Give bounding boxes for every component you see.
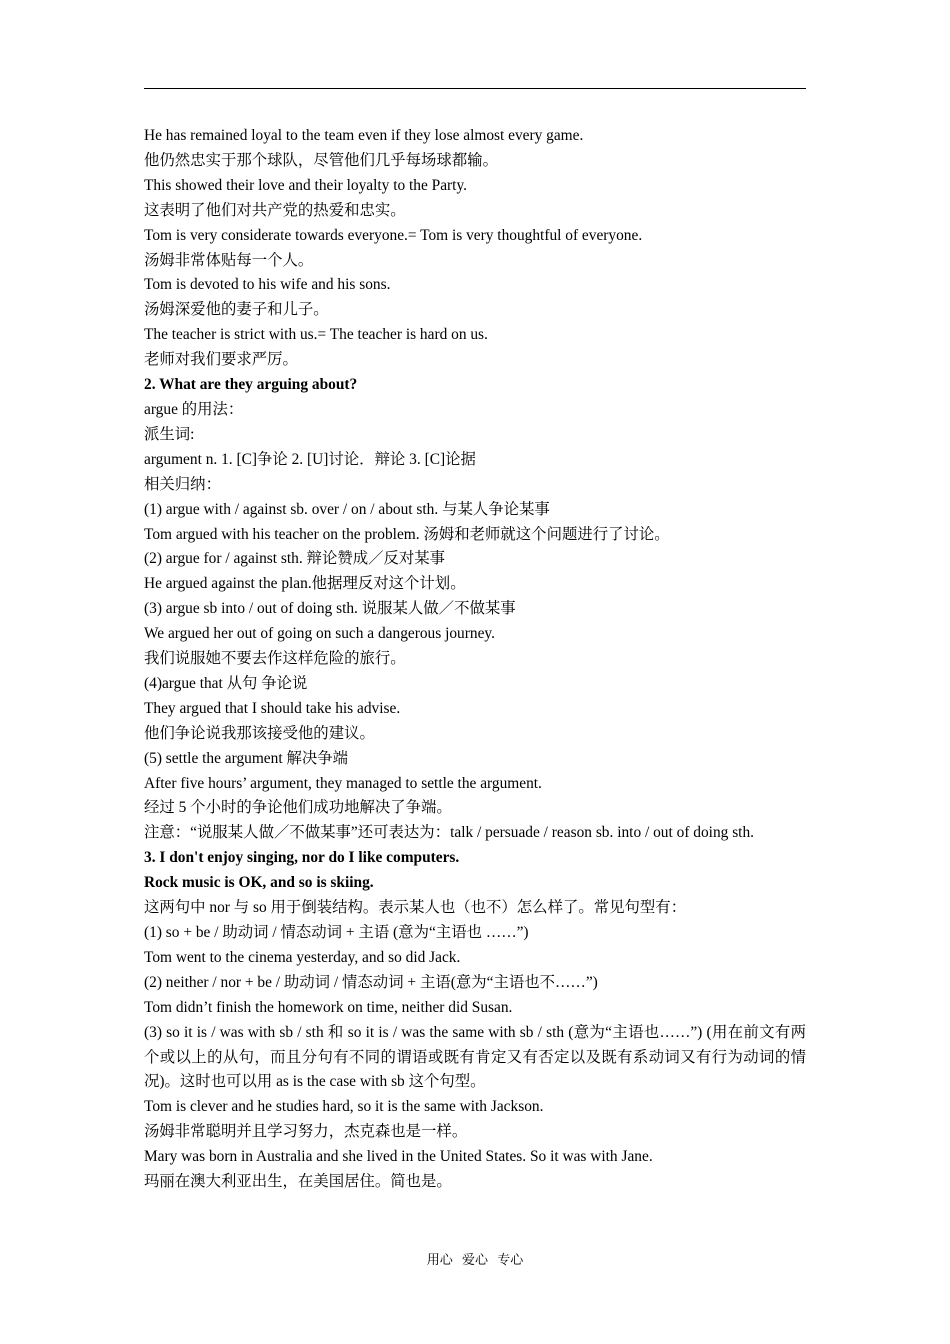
text-line: 这两句中 nor 与 so 用于倒装结构。表示某人也（也不）怎么样了。常见句型有： bbox=[144, 899, 687, 917]
text-line: He has remained loyal to the team even if they lose almost every game. bbox=[144, 127, 584, 144]
text-line: 注意：“说服某人做／不做某事”还可表达为：talk / persuade / reason sb. into / out of doing sth. bbox=[144, 824, 755, 842]
text-line: argument n. 1. [C]争论 2. [U]讨论．辩论 3. [C]论据 bbox=[144, 450, 476, 468]
text-line: Tom went to the cinema yesterday, and so did Jack. bbox=[144, 948, 461, 966]
text-line: 玛丽在澳大利亚出生，在美国居住。简也是。 bbox=[144, 1173, 452, 1191]
text-line: 经过 5 个小时的争论他们成功地解决了争端。 bbox=[144, 799, 452, 817]
section-heading: 2. What are they arguing about? bbox=[144, 376, 358, 394]
text-line: (2) neither / nor + be / 助动词 / 情态动词 + 主语(意为“主语也不……”) bbox=[144, 973, 598, 991]
text-line: 他仍然忠实于那个球队，尽管他们几乎每场球都输。 bbox=[144, 151, 498, 169]
header-rule bbox=[144, 88, 806, 89]
text-line: This showed their love and their loyalty to the Party. bbox=[144, 176, 467, 194]
text-line: 这表明了他们对共产党的热爱和忠实。 bbox=[144, 201, 406, 219]
text-line: He argued against the plan.他据理反对这个计划。 bbox=[144, 575, 466, 593]
section-heading: 3. I don't enjoy singing, nor do I like computers. bbox=[144, 849, 460, 867]
text-line: 汤姆深爱他的妻子和儿子。 bbox=[144, 301, 329, 319]
text-line: (3) so it is / was with sb / sth 和 so it is / was the same with sb / sth (意为“主语也……”) (用在前文有两个或以上的从句，而且分句有不同的谓语或既有肯定又有否定以及既有系动词又有行为动词的情况)。这时也可以用 as is the case with sb 这个句型。 bbox=[144, 1023, 806, 1091]
text-line: (4)argue that 从句 争论说 bbox=[144, 674, 308, 692]
text-line: argue 的用法： bbox=[144, 400, 244, 418]
text-line: (1) so + be / 助动词 / 情态动词 + 主语 (意为“主语也 ……”) bbox=[144, 924, 529, 941]
text-line: 他们争论说我那该接受他的建议。 bbox=[144, 724, 375, 742]
text-line: Tom is clever and he studies hard, so it is the same with Jackson. bbox=[144, 1098, 544, 1116]
text-line: The teacher is strict with us.= The teacher is hard on us. bbox=[144, 326, 488, 344]
page-footer: 用心 爱心 专心 bbox=[426, 1252, 524, 1267]
text-line: Tom argued with his teacher on the problem. 汤姆和老师就这个问题进行了讨论。 bbox=[144, 525, 670, 543]
text-line: Tom is very considerate towards everyone.= Tom is very thoughtful of everyone. bbox=[144, 226, 643, 244]
text-line: 汤姆非常体贴每一个人。 bbox=[144, 251, 314, 269]
text-line: (3) argue sb into / out of doing sth. 说服某人做／不做某事 bbox=[144, 600, 516, 618]
text-line: 老师对我们要求严厉。 bbox=[144, 351, 298, 369]
document-body bbox=[144, 124, 806, 1195]
text-line: 我们说服她不要去作这样危险的旅行。 bbox=[144, 650, 406, 668]
text-line: Tom is devoted to his wife and his sons. bbox=[144, 276, 391, 294]
section-heading: Rock music is OK, and so is skiing. bbox=[144, 874, 374, 892]
text-line: 相关归纳： bbox=[144, 475, 221, 493]
text-line: 派生词: bbox=[144, 425, 195, 443]
text-line: We argued her out of going on such a dangerous journey. bbox=[144, 625, 495, 643]
text-line: They argued that I should take his advise. bbox=[144, 699, 401, 717]
text-line: Mary was born in Australia and she lived in the United States. So it was with Jane. bbox=[144, 1148, 653, 1166]
text-line: 汤姆非常聪明并且学习努力，杰克森也是一样。 bbox=[144, 1123, 468, 1141]
text-line: (5) settle the argument 解决争端 bbox=[144, 749, 349, 767]
text-line: (2) argue for / against sth. 辩论赞成／反对某事 bbox=[144, 550, 446, 568]
text-line: After five hours’ argument, they managed to settle the argument. bbox=[144, 774, 542, 792]
text-line: Tom didn’t finish the homework on time, neither did Susan. bbox=[144, 998, 513, 1016]
text-line: (1) argue with / against sb. over / on / about sth. 与某人争论某事 bbox=[144, 500, 550, 518]
